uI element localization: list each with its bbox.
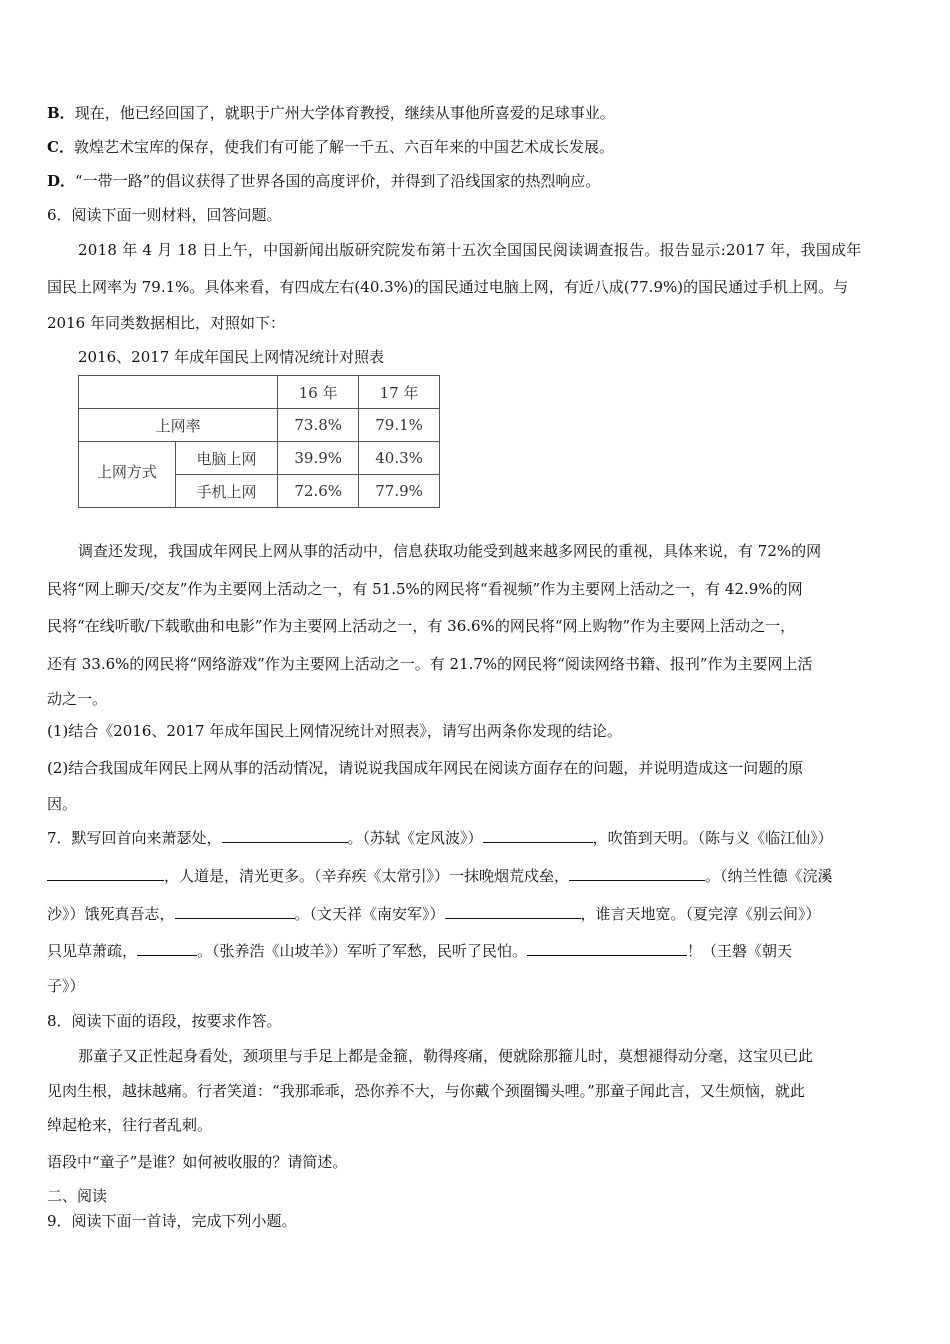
q8-heading: 8．阅读下面的语段，按要求作答。 bbox=[47, 1012, 282, 1030]
q6-para2-line4: 还有 33.6%的网民将“网络游戏”作为主要网上活动之一。有 21.7%的网民将“阅读网络书籍、报刊”作为主要网上活 bbox=[47, 655, 813, 673]
table-corner-cell bbox=[79, 376, 278, 409]
q7-l1-a: 7．默写回首向来萧瑟处， bbox=[47, 829, 222, 847]
table-header-row bbox=[79, 376, 440, 409]
method-pc-label: 电脑上网 bbox=[175, 442, 278, 475]
q6-para1-line3: 2016 年同类数据相比，对照如下： bbox=[47, 314, 285, 332]
table-caption: 2016、2017 年成年国民上网情况统计对照表 bbox=[78, 348, 385, 366]
option-d-text: “一带一路”的倡议获得了世界各国的高度评价，并得到了沿线国家的热烈响应。 bbox=[75, 172, 601, 190]
option-c-text: 敦煌艺术宝库的保存，使我们有可能了解一千五、六百年来的中国艺术成长发展。 bbox=[73, 138, 614, 156]
option-d bbox=[47, 171, 600, 191]
q7-l3-a: 沙》）饿死真吾志， bbox=[47, 905, 175, 923]
rate-2017: 79.1% bbox=[359, 409, 440, 442]
option-c-label: C． bbox=[47, 138, 74, 156]
q7-l3-c: ，谁言天地宽。（夏完淳《别云间》） bbox=[580, 905, 821, 923]
q7-l4-c: ！（王磐《朝天 bbox=[687, 942, 793, 960]
method-label-smudge bbox=[79, 482, 175, 488]
option-b-label: B． bbox=[47, 104, 75, 122]
option-c bbox=[47, 137, 614, 157]
q7-l4-b: 。（张养浩《山坡羊》）军听了军愁，民听了民怕。 bbox=[197, 942, 528, 960]
q6-heading: 6．阅读下面一则材料，回答问题。 bbox=[47, 206, 282, 224]
answer-blank-4[interactable] bbox=[569, 866, 705, 881]
q8-para-line3: 绰起枪来，往行者乱刺。 bbox=[47, 1116, 213, 1134]
q7-l4-a: 只见草萧疏， bbox=[47, 942, 138, 960]
q6-para2-line5: 动之一。 bbox=[47, 690, 108, 708]
q7-l1-b: 。（苏轼《定风波》） bbox=[347, 829, 483, 847]
q7-l2-a: ，人道是，清光更多。（辛弃疾《太常引》）一抹晚烟荒戍垒， bbox=[164, 867, 570, 885]
q6-sub1: (1)结合《2016、2017 年成年国民上网情况统计对照表》，请写出两条你发现的结论。 bbox=[47, 722, 622, 740]
table-row-rate bbox=[79, 409, 440, 442]
q6-sub2-line2: 因。 bbox=[47, 795, 78, 813]
answer-blank-2[interactable] bbox=[483, 828, 593, 843]
q9-heading: 9．阅读下面一首诗，完成下列小题。 bbox=[47, 1212, 297, 1230]
q7-line5: 子》） bbox=[47, 977, 85, 995]
q7-line3 bbox=[47, 904, 821, 924]
option-b-text: 现在，他已经回国了，就职于广州大学体育教授，继续从事他所喜爱的足球事业。 bbox=[74, 104, 615, 122]
rate-2016: 73.8% bbox=[278, 409, 359, 442]
q6-sub2-line1: (2)结合我国成年网民上网从事的活动情况，请说说我国成年网民在阅读方面存在的问题，并说明造成这一问题的原 bbox=[47, 759, 804, 777]
q6-para2-line1: 调查还发现，我国成年网民上网从事的活动中，信息获取功能受到越来越多网民的重视，具体来说，有 72%的网 bbox=[78, 542, 822, 560]
rate-label: 上网率 bbox=[79, 409, 278, 442]
mobile-2017: 77.9% bbox=[359, 475, 440, 508]
q8-para-line2: 见肉生根，越抹越痛。行者笑道：“我那乖乖，恐你养不大，与你戴个颈圈镯头哩。”那童子闻此言，又生烦恼，就此 bbox=[47, 1082, 805, 1100]
answer-blank-6[interactable] bbox=[445, 904, 581, 919]
pc-2016: 39.9% bbox=[278, 442, 359, 475]
answer-blank-7[interactable] bbox=[137, 941, 197, 956]
q6-para2-line2: 民将“网上聊天/交友”作为主要网上活动之一，有 51.5%的网民将“看视频”作为主要网上活动之一，有 42.9%的网 bbox=[47, 580, 803, 598]
method-label-cell bbox=[79, 442, 176, 508]
section-heading: 二、阅读 bbox=[47, 1187, 108, 1205]
method-mobile-label: 手机上网 bbox=[175, 475, 278, 508]
stats-table bbox=[78, 375, 440, 508]
option-b bbox=[47, 103, 615, 123]
col-header-2016: 16 年 bbox=[278, 376, 359, 409]
mobile-2016: 72.6% bbox=[278, 475, 359, 508]
q6-para1-line1: 2018 年 4 月 18 日上午，中国新闻出版研究院发布第十五次全国国民阅读调查报告。报告显示:2017 年，我国成年 bbox=[78, 241, 862, 259]
col-header-2017: 17 年 bbox=[359, 376, 440, 409]
answer-blank-5[interactable] bbox=[175, 904, 295, 919]
q7-line4 bbox=[47, 941, 792, 961]
q7-l3-b: 。（文天祥《南安军》） bbox=[294, 905, 445, 923]
answer-blank-1[interactable] bbox=[222, 828, 348, 843]
answer-blank-3[interactable] bbox=[47, 866, 164, 881]
pc-2017: 40.3% bbox=[359, 442, 440, 475]
q8-question: 语段中“童子”是谁？如何被收服的？请简述。 bbox=[47, 1153, 348, 1171]
option-d-label: D． bbox=[47, 172, 76, 190]
q8-para-line1: 那童子又正性起身看处，颈项里与手足上都是金箍，勒得疼痛，便就除那箍儿时，莫想褪得动分毫，这宝贝已此 bbox=[78, 1047, 814, 1065]
q7-l2-b: 。（纳兰性德《浣溪 bbox=[705, 867, 833, 885]
q7-l1-c: ，吹笛到天明。（陈与义《临江仙》） bbox=[592, 829, 833, 847]
q6-para2-line3: 民将“在线听歌/下载歌曲和电影”作为主要网上活动之一，有 36.6%的网民将“网上购物”作为主要网上活动之一， bbox=[47, 617, 796, 635]
answer-blank-8[interactable] bbox=[527, 941, 687, 956]
q7-line2 bbox=[47, 866, 833, 886]
q6-para1-line2: 国民上网率为 79.1%。具体来看，有四成左右(40.3%)的国民通过电脑上网，有近八成(77.9%)的国民通过手机上网。与 bbox=[47, 278, 849, 296]
table-row-pc bbox=[79, 442, 440, 475]
method-label: 上网方式 bbox=[96, 463, 157, 481]
q7-line1 bbox=[47, 828, 833, 848]
